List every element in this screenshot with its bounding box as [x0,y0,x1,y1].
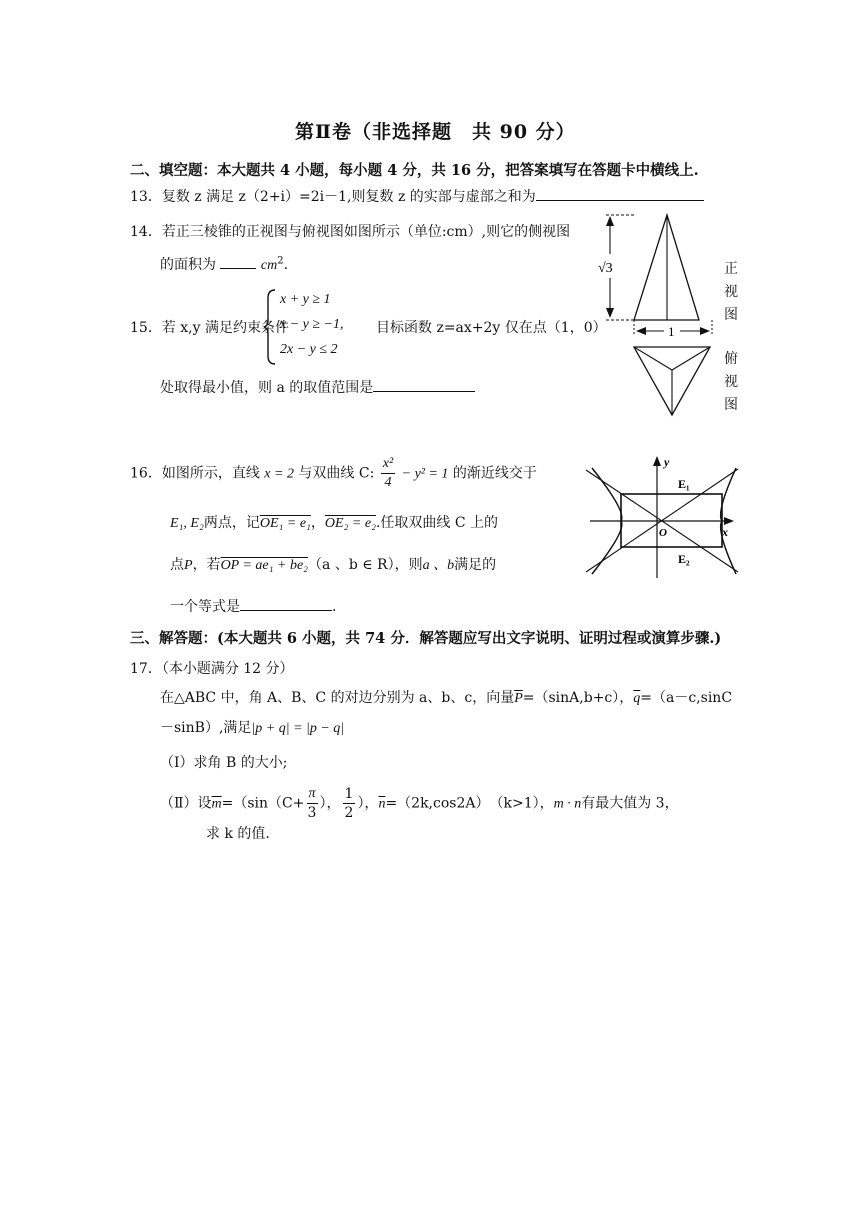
question-17-line-2 [160,717,344,737]
q16-text-a: 16．如图所示，直线 [130,465,260,482]
fraction-numerator: x² [381,455,395,474]
q16-text-e: 的渐近线交于 [452,465,537,482]
question-15-line-2 [160,376,475,397]
question-17-line-5: 求 k 的值. [206,826,270,842]
question-17-part-2 [160,785,679,822]
q17-text-1: 在△ABC 中，角 A、B、C 的对边分别为 a、b、c，向量 [160,690,515,706]
pi-numerator: π [307,785,318,804]
vector-oe2: OE₂ = e₂ [324,516,376,531]
period: . [283,257,289,273]
question-14-line-1: 14．若正三棱锥的正视图与俯视图如图所示（单位:cm）,则它的侧视图 [130,224,571,240]
q17-text-4c: =（sin（C+ [221,795,305,812]
q16-points: E₁, E₂ [170,516,204,531]
vector-p: $\overline{P}$ [514,691,523,706]
half-denominator: 2 [344,805,354,821]
question-17-head: 17．（本小题满分 12 分） [130,661,294,677]
half-numerator: 1 [344,786,354,802]
answer-blank-16 [240,595,332,611]
constraint-3: 2x − y ≤ 2 [280,342,338,357]
q16-text-4: 一个等式是 [170,599,240,615]
q17-text-1c: =（sinA,b+c）， [522,690,634,706]
answer-blank-13 [536,185,704,201]
vector-oe1: OE₁ = e₁ [259,516,311,531]
q16-eq-rest: − y² = 1 [401,466,449,482]
question-16-line-2 [170,512,498,532]
q16-text-c: 与双曲线 C: [298,465,375,482]
q17-text-4i: 有最大值为 3， [581,795,679,812]
vector-n: $\overline{n}$ [378,796,386,812]
q16-text-3e: （a 、b ∈ R），则 [308,557,423,573]
left-brace [262,288,278,366]
page-title: 第Ⅱ卷（非选择题 共 90 分） [295,121,576,143]
hyperbola-figure [572,452,742,582]
dot-product: m · n [553,796,582,812]
vector-q: $\overline{q}$ [633,691,641,706]
q17-text-4d: ）， [319,795,341,812]
q17-text-4a: （Ⅱ）设 [160,795,212,812]
question-16-line-1 [130,455,537,492]
vector-equation: |p + q| = |p − q| [251,721,345,736]
origin-label: O [659,527,667,539]
q17-text-4g: =（2k,cos2A） （k>1）， [385,795,554,812]
y-axis-label: y [664,455,670,469]
q16-text-f: .任取双曲线 C 上的 [375,515,499,531]
question-16-line-4 [170,595,336,616]
unit-exponent: 2 [277,255,284,267]
front-view-label: 正视图 [724,261,738,323]
q16-text-3g: 满足的 [454,557,497,573]
answer-blank-14 [220,253,256,269]
constraint-1: x + y ≥ 1 [280,292,331,307]
fraction-denominator: 4 [384,475,392,490]
q16-vars: a 、b [422,558,455,573]
top-view-label: 俯视图 [724,351,738,413]
q17-text-4e: ）， [357,795,379,812]
question-14-line-2 [160,253,288,274]
q16-period: . [332,599,337,615]
section-heading-answer: 三、解答题：(本大题共 6 小题，共 74 分．解答题应写出文字说明、证明过程或演算步骤.) [130,630,722,647]
q16-comma: ， [310,515,325,531]
question-13-text: 13．复数 z 满足 z（2+i）=2i－1,则复数 z 的实部与虚部之和为 [130,189,536,205]
section-heading-fill-in: 二、填空题：本大题共 4 小题，每小题 4 分，共 16 分，把答案填写在答题卡中横线上. [130,162,699,179]
question-16-line-3 [170,554,496,574]
q16-line-eq: x = 2 [264,466,294,482]
question-15-prefix: 15．若 x,y 满足约束条件 [130,320,289,336]
q16-text-3c: ，若 [192,557,221,573]
half-fraction [343,785,356,822]
q16-text-3a: 点 [170,557,184,573]
vector-m: $\overline{m}$ [211,796,222,812]
x-axis-label: x [722,525,728,539]
pi-denominator: 3 [307,805,317,821]
width-label: 1 [668,324,675,339]
unit-cm: cm [260,258,278,273]
q17-text-1e: =（a－c,sinC [640,690,733,706]
question-13 [130,185,704,206]
pi-fraction [307,785,318,822]
height-label: √3 [598,261,613,276]
answer-blank-15 [373,376,475,392]
constraint-2: x − y ≥ −1, [280,317,344,332]
q17-text-2: －sinB）,满足 [160,720,252,736]
question-15-objective: 目标函数 z=ax+2y 仅在点（1，0） [376,320,607,336]
point-e2-label: E₂ [678,552,690,566]
q16-text-b2: 两点，记 [203,515,260,531]
hyperbola-fraction [381,455,395,492]
q16-point-p: P [184,558,193,573]
question-15-text: 处取得最小值，则 a 的取值范围是 [160,380,374,396]
point-e1-label: E₁ [678,477,690,491]
vector-op: OP = ae₁ + be₂ [220,558,309,573]
question-17-part-1: （Ⅰ）求角 B 的大小; [160,755,288,771]
question-17-line-1 [160,687,732,707]
question-14-text: 的面积为 [160,257,216,273]
